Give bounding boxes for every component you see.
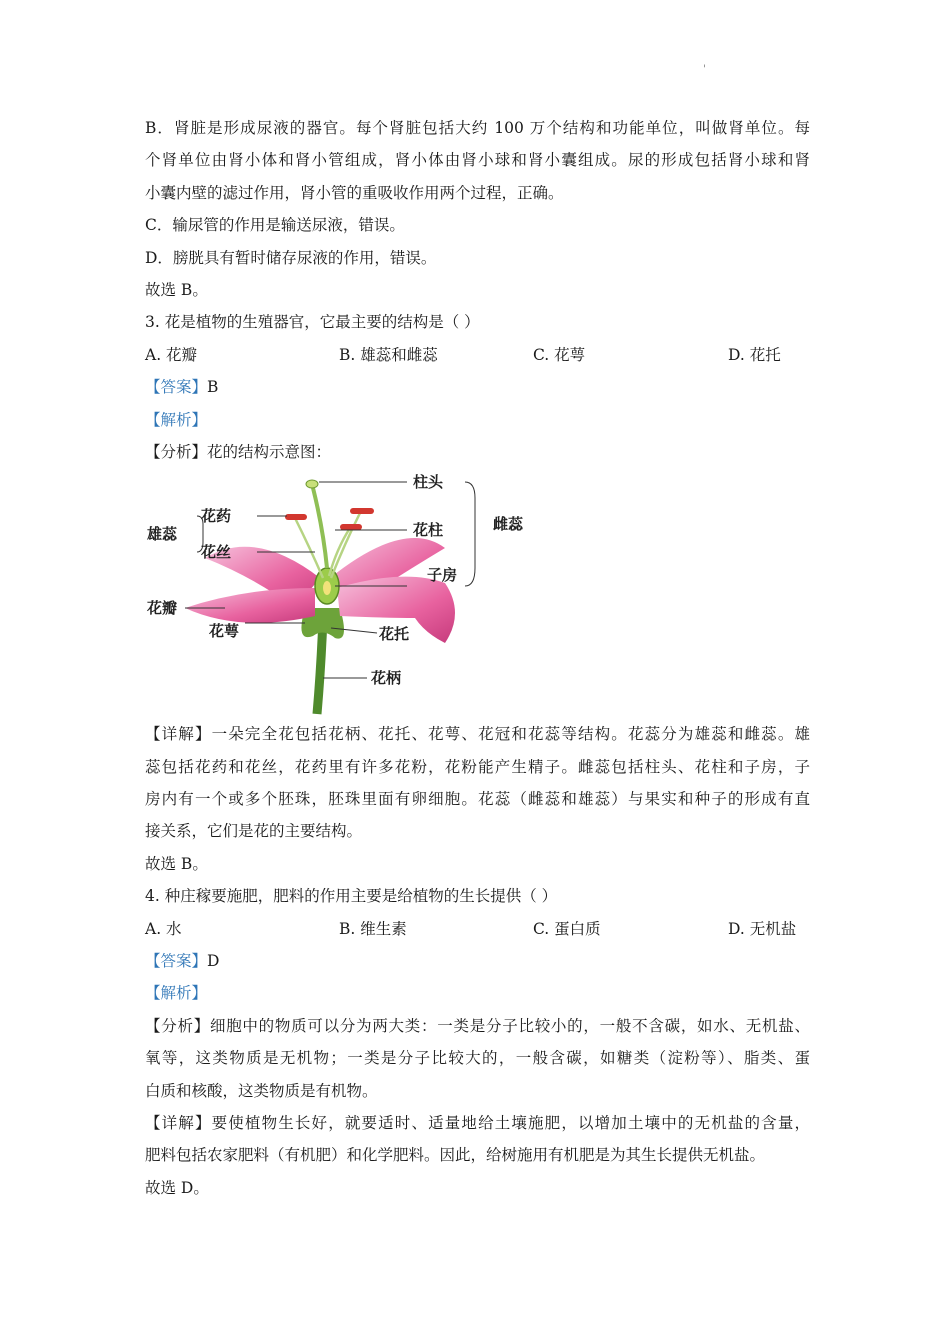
q3-conclusion: 故选 B。 <box>145 854 208 873</box>
q2-option-c-line: C．输尿管的作用是输送尿液，错误。 <box>145 216 405 235</box>
label-huasi: 花丝 <box>201 543 232 562</box>
q2-option-d-line: D．膀胱具有暂时储存尿液的作用，错误。 <box>145 248 437 267</box>
label-xiongrui: 雄蕊 <box>147 525 178 544</box>
header-mark: ' <box>703 64 706 75</box>
label-huatuo: 花托 <box>379 625 410 644</box>
q4-xiangjie-tag: 【详解】 <box>145 1113 212 1132</box>
q4-fenxi-tag: 【分析】 <box>145 1016 210 1035</box>
anther-1 <box>285 514 307 520</box>
q4-option-a: A. 水 <box>145 919 182 938</box>
q3-xiangjie-line-2: 蕊包括花药和花丝，花药里有许多花粉，花粉能产生精子。雌蕊包括柱头、花柱和子房，子 <box>145 757 810 776</box>
q3-xiangjie-text-1: 一朵完全花包括花柄、花托、花萼、花冠和花蕊等结构。花蕊分为雄蕊和雌蕊。雄 <box>211 725 810 744</box>
style-shape <box>313 488 327 568</box>
q4-option-b: B. 维生素 <box>339 919 407 938</box>
q3-fenxi <box>145 436 810 468</box>
q4-fenxi-line-1 <box>145 1010 810 1042</box>
q4-conclusion: 故选 D。 <box>145 1178 209 1197</box>
label-huae: 花萼 <box>209 622 240 641</box>
stigma-shape <box>306 480 318 488</box>
label-huazhu: 花柱 <box>413 521 444 540</box>
label-zifang: 子房 <box>427 566 458 585</box>
q4-answer-tag: 【答案】 <box>145 952 208 971</box>
q4-fenxi-line-3: 白质和核酸，这类物质是有机物。 <box>145 1081 378 1100</box>
label-huabing: 花柄 <box>371 669 402 688</box>
q4-answer <box>145 945 810 977</box>
q4-fenxi-text-1: 细胞中的物质可以分为两大类：一类是分子比较小的，一般不含碳，如水、无机盐、 <box>209 1016 810 1035</box>
label-huaban: 花瓣 <box>147 599 178 618</box>
q2-conclusion: 故选 B。 <box>145 280 208 299</box>
q3-option-c: C. 花萼 <box>533 345 586 364</box>
q3-option-b: B. 雄蕊和雌蕊 <box>339 345 438 364</box>
q3-xiangjie-line-3: 房内有一个或多个胚珠，胚珠里面有卵细胞。花蕊（雌蕊和雄蕊）与果实和种子的形成有直 <box>145 790 810 809</box>
q3-answer <box>145 371 810 403</box>
q2-option-b-line-1: B．肾脏是形成尿液的器官。每个肾脏包括大约 100 万个结构和功能单位，叫做肾单位。每 <box>145 119 810 137</box>
q4-xiangjie-text-1: 要使植物生长好，就要适时、适量地给土壤施肥，以增加土壤中的无机盐的含量， <box>211 1113 810 1132</box>
anther-3 <box>340 524 362 530</box>
q3-stem: 3. 花是植物的生殖器官，它最主要的结构是（ ） <box>145 313 480 332</box>
flower-structure-diagram <box>145 468 810 718</box>
q3-option-a: A. 花瓣 <box>145 345 198 364</box>
q4-option-d: D. 无机盐 <box>728 919 797 938</box>
petal-left <box>185 588 315 623</box>
q4-stem: 4. 种庄稼要施肥，肥料的作用主要是给植物的生长提供（ ） <box>145 887 558 906</box>
q3-xiangjie-tag: 【详解】 <box>145 725 212 744</box>
document-body <box>145 112 810 1204</box>
q2-option-b-line-3: 小囊内壁的滤过作用，肾小管的重吸收作用两个过程，正确。 <box>145 183 564 202</box>
q3-option-d: D. 花托 <box>728 345 781 364</box>
q4-xiangjie-line-1 <box>145 1107 810 1139</box>
q4-xiangjie-line-2: 肥料包括农家肥料（有机肥）和化学肥料。因此，给树施用有机肥是为其生长提供无机盐。 <box>145 1146 766 1165</box>
q3-answer-tag: 【答案】 <box>145 378 208 397</box>
q4-fenxi-line-2: 氧等，这类物质是无机物；一类是分子比较大的，一般含碳，如糖类（淀粉等）、脂类、蛋 <box>145 1049 810 1068</box>
q2-option-b-line-2: 个肾单位由肾小体和肾小管组成，肾小体由肾小球和肾小囊组成。尿的形成包括肾小球和肾 <box>145 151 810 170</box>
q3-fenxi-text: 花的结构示意图： <box>207 442 332 461</box>
anther-2 <box>350 508 374 514</box>
q4-answer-value: D <box>207 952 220 971</box>
flower-diagram-svg <box>145 468 565 718</box>
q3-answer-value: B <box>207 378 219 397</box>
label-huayao: 花药 <box>201 507 232 526</box>
q3-xiangjie-line-1 <box>145 718 810 750</box>
q4-options <box>145 913 810 945</box>
q3-fenxi-tag: 【分析】 <box>145 442 208 461</box>
q3-xiangjie-line-4: 接关系，它们是花的主要结构。 <box>145 822 363 841</box>
q4-analysis-tag: 【解析】 <box>145 984 208 1003</box>
ovule-shape <box>323 581 331 595</box>
label-cirui: 雌蕊 <box>493 515 524 534</box>
q3-analysis-tag: 【解析】 <box>145 410 208 429</box>
label-zhutou: 柱头 <box>413 473 444 492</box>
q3-options <box>145 339 810 371</box>
q4-option-c: C. 蛋白质 <box>533 919 601 938</box>
